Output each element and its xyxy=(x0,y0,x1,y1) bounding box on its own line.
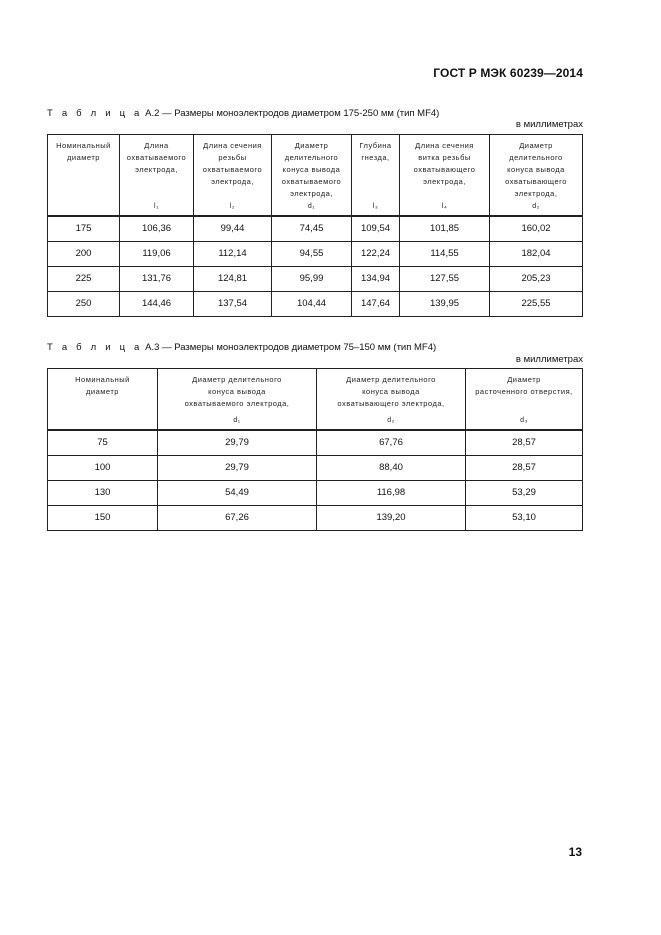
table-cell: 75 xyxy=(48,430,158,455)
table-cell: 225,55 xyxy=(490,291,583,316)
table-cell: 106,36 xyxy=(120,216,194,241)
table-cell: 205,23 xyxy=(490,266,583,291)
table-cell: 54,49 xyxy=(158,480,317,505)
col-header-l4: Длина сечения витка резьбы охватывающего электрода, l₄ xyxy=(400,135,490,217)
table-cell: 99,44 xyxy=(194,216,272,241)
table-row xyxy=(48,291,583,316)
table-cell: 130 xyxy=(48,480,158,505)
table-cell: 137,54 xyxy=(194,291,272,316)
page-number: 13 xyxy=(568,845,582,859)
table-row xyxy=(48,241,583,266)
table-cell: 147,64 xyxy=(352,291,400,316)
table-cell: 67,26 xyxy=(158,505,317,530)
table-row xyxy=(48,480,583,505)
col-header-nominal-diameter: Номинальный диаметр xyxy=(48,369,158,431)
table-cell: 127,55 xyxy=(400,266,490,291)
table-cell: 100 xyxy=(48,455,158,480)
table-a2-units: в миллиметрах xyxy=(515,119,583,130)
document-header: ГОСТ Р МЭК 60239—2014 xyxy=(433,66,583,80)
table-cell: 116,98 xyxy=(317,480,466,505)
table-cell: 104,44 xyxy=(272,291,352,316)
table-cell: 122,24 xyxy=(352,241,400,266)
caption-text: А.2 — Размеры моноэлектродов диаметром 175-250 мм (тип MF4) xyxy=(142,108,440,119)
col-header-d1: Диаметр делительного конуса вывода охватываемого электрода, d₁ xyxy=(272,135,352,217)
table-cell: 109,54 xyxy=(352,216,400,241)
table-cell: 29,79 xyxy=(158,455,317,480)
table-cell: 250 xyxy=(48,291,120,316)
table-cell: 182,04 xyxy=(490,241,583,266)
table-cell: 139,20 xyxy=(317,505,466,530)
table-cell: 112,14 xyxy=(194,241,272,266)
col-header-nominal-diameter: Номинальный диаметр xyxy=(48,135,120,217)
table-cell: 88,40 xyxy=(317,455,466,480)
col-header-d2: Диаметр делительного конуса вывода охватывающего электрода, d₂ xyxy=(317,369,466,431)
table-cell: 160,02 xyxy=(490,216,583,241)
table-cell: 53,10 xyxy=(466,505,583,530)
table-cell: 144,46 xyxy=(120,291,194,316)
caption-prefix: Т а б л и ц а xyxy=(47,342,143,353)
col-header-l2: Длина сечения резьбы охватываемого электрода, l₂ xyxy=(194,135,272,217)
col-header-d1: Диаметр делительного конуса вывода охватываемого электрода, d₁ xyxy=(158,369,317,431)
table-cell: 53,29 xyxy=(466,480,583,505)
table-cell: 95,99 xyxy=(272,266,352,291)
table-cell: 67,76 xyxy=(317,430,466,455)
table-cell: 119,06 xyxy=(120,241,194,266)
table-a2-caption xyxy=(47,108,439,119)
table-row xyxy=(48,266,583,291)
table-cell: 139,95 xyxy=(400,291,490,316)
table-cell: 114,55 xyxy=(400,241,490,266)
col-header-l3: Глубина гнезда, l₃ xyxy=(352,135,400,217)
col-header-l1: Длина охватываемого электрода, l₁ xyxy=(120,135,194,217)
table-cell: 29,79 xyxy=(158,430,317,455)
table-cell: 124,81 xyxy=(194,266,272,291)
table-cell: 134,94 xyxy=(352,266,400,291)
table-cell: 200 xyxy=(48,241,120,266)
table-cell: 150 xyxy=(48,505,158,530)
table-cell: 225 xyxy=(48,266,120,291)
caption-text: А.3 — Размеры моноэлектродов диаметром 75–150 мм (тип MF4) xyxy=(142,342,437,353)
table-header-row xyxy=(48,369,583,431)
table-a3-caption xyxy=(47,342,436,353)
table-cell: 94,55 xyxy=(272,241,352,266)
table-cell: 101,85 xyxy=(400,216,490,241)
table-a3-units: в миллиметрах xyxy=(515,354,583,365)
table-cell: 74,45 xyxy=(272,216,352,241)
table-a2 xyxy=(47,134,583,317)
table-a3 xyxy=(47,368,583,531)
caption-prefix: Т а б л и ц а xyxy=(47,108,143,119)
col-header-d3: Диаметр расточенного отверстия, d₃ xyxy=(466,369,583,431)
table-row xyxy=(48,505,583,530)
table-cell: 28,57 xyxy=(466,430,583,455)
table-cell: 175 xyxy=(48,216,120,241)
table-cell: 131,76 xyxy=(120,266,194,291)
col-header-d2: Диаметр делительного конуса вывода охватывающего электрода, d₂ xyxy=(490,135,583,217)
table-row xyxy=(48,455,583,480)
table-cell: 28,57 xyxy=(466,455,583,480)
table-row xyxy=(48,216,583,241)
table-row xyxy=(48,430,583,455)
table-header-row xyxy=(48,135,583,217)
